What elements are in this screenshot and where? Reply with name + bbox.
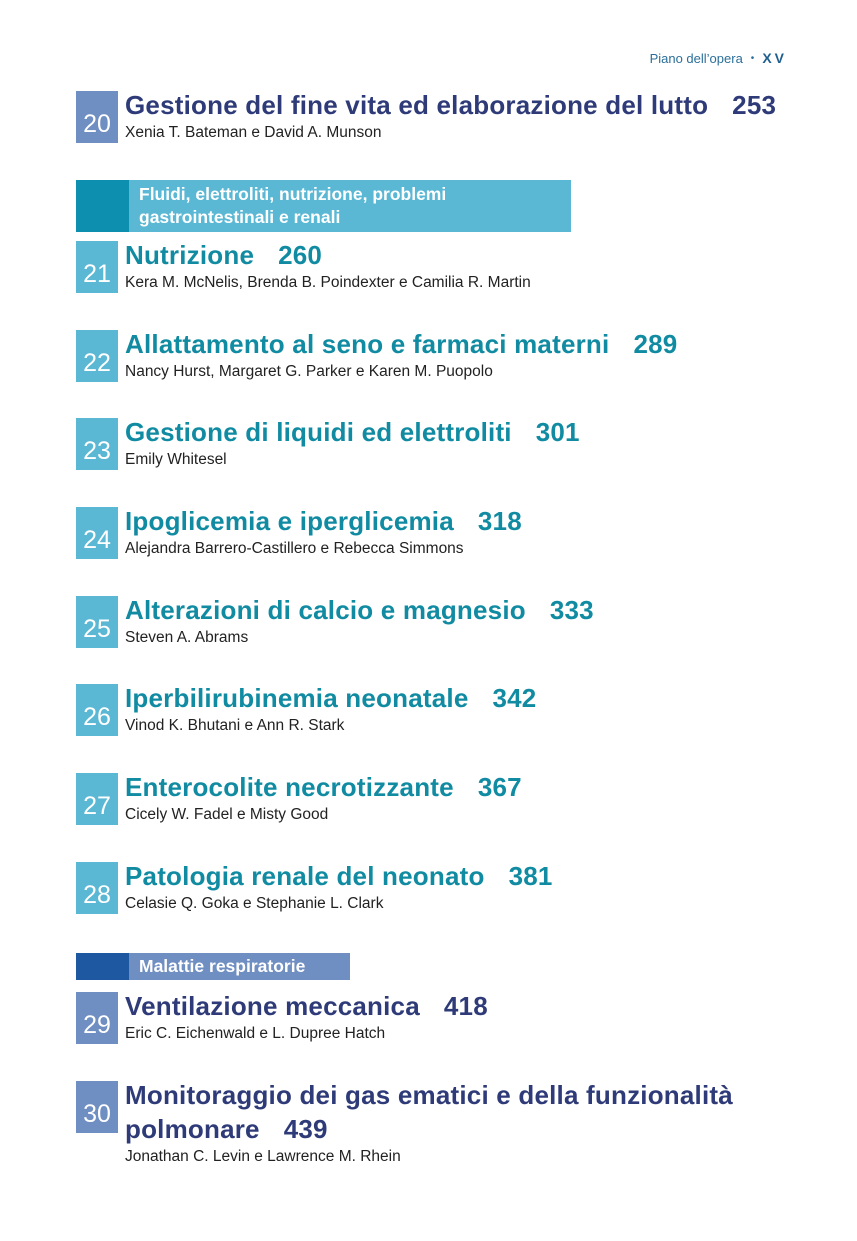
section-title: Malattie respiratorie — [129, 953, 350, 980]
section-banner-respiratory — [76, 953, 350, 980]
toc-entry-23[interactable] — [76, 415, 796, 470]
toc-entry-22[interactable] — [76, 327, 796, 382]
chapter-number: 23 — [76, 418, 118, 470]
toc-entry-24[interactable] — [76, 504, 796, 559]
chapter-authors: Nancy Hurst, Margaret G. Parker e Karen M. Puopolo — [125, 363, 493, 380]
chapter-page: 301 — [535, 417, 580, 447]
chapter-title-text: Gestione del fine vita ed elaborazione del lutto — [125, 90, 709, 120]
chapter-authors: Alejandra Barrero-Castillero e Rebecca Simmons — [125, 540, 464, 557]
chapter-title-text: Nutrizione — [125, 240, 255, 270]
chapter-page: 289 — [633, 329, 678, 359]
toc-entry-21[interactable] — [76, 238, 796, 293]
chapter-title-text: Patologia renale del neonato — [125, 861, 485, 891]
chapter-title-text: Alterazioni di calcio e magnesio — [125, 595, 526, 625]
chapter-page: 439 — [283, 1114, 328, 1144]
chapter-title[interactable] — [125, 415, 796, 449]
chapter-title-line2: polmonare — [125, 1114, 260, 1144]
chapter-authors: Celasie Q. Goka e Stephanie L. Clark — [125, 895, 384, 912]
chapter-number: 30 — [76, 1081, 118, 1133]
running-header — [650, 50, 787, 66]
chapter-title[interactable] — [125, 1078, 796, 1146]
section-title — [129, 180, 571, 232]
separator-dot-icon: • — [750, 52, 755, 64]
toc-entry-25[interactable] — [76, 593, 796, 648]
chapter-authors: Vinod K. Bhutani e Ann R. Stark — [125, 717, 345, 734]
chapter-title-line1: Monitoraggio dei gas ematici e della funzionalità — [125, 1080, 733, 1110]
section-title-line1: Fluidi, elettroliti, nutrizione, problemi — [139, 184, 447, 204]
toc-entry-26[interactable] — [76, 681, 796, 736]
chapter-title-text: Gestione di liquidi ed elettroliti — [125, 417, 512, 447]
chapter-title[interactable] — [125, 504, 796, 538]
chapter-number: 24 — [76, 507, 118, 559]
chapter-number: 21 — [76, 241, 118, 293]
chapter-authors: Emily Whitesel — [125, 451, 227, 468]
chapter-page: 253 — [732, 90, 777, 120]
chapter-title[interactable] — [125, 989, 796, 1023]
chapter-number: 22 — [76, 330, 118, 382]
page-number: XV — [762, 50, 787, 66]
chapter-page: 418 — [443, 991, 488, 1021]
toc-entry-27[interactable] — [76, 770, 796, 825]
chapter-page: 342 — [492, 683, 537, 713]
toc-entry-20[interactable] — [76, 88, 796, 143]
chapter-number: 20 — [76, 91, 118, 143]
chapter-title-text: Enterocolite necrotizzante — [125, 772, 454, 802]
chapter-title-text: Ventilazione meccanica — [125, 991, 420, 1021]
chapter-authors: Eric C. Eichenwald e L. Dupree Hatch — [125, 1025, 386, 1042]
chapter-title[interactable] — [125, 859, 796, 893]
chapter-title-text: Ipoglicemia e iperglicemia — [125, 506, 454, 536]
chapter-title[interactable] — [125, 327, 796, 361]
chapter-page: 381 — [508, 861, 553, 891]
chapter-title[interactable] — [125, 681, 796, 715]
section-accent-bar — [76, 180, 129, 232]
toc-entry-30[interactable] — [76, 1078, 796, 1167]
chapter-title[interactable] — [125, 238, 796, 272]
chapter-title[interactable] — [125, 88, 796, 122]
chapter-authors: Cicely W. Fadel e Misty Good — [125, 806, 329, 823]
section-accent-bar — [76, 953, 129, 980]
chapter-number: 28 — [76, 862, 118, 914]
chapter-authors: Xenia T. Bateman e David A. Munson — [125, 124, 382, 141]
chapter-page: 260 — [278, 240, 323, 270]
chapter-number: 25 — [76, 596, 118, 648]
chapter-title[interactable] — [125, 770, 796, 804]
chapter-page: 367 — [477, 772, 522, 802]
chapter-authors: Jonathan C. Levin e Lawrence M. Rhein — [125, 1148, 401, 1165]
chapter-number: 26 — [76, 684, 118, 736]
section-title-line2: gastrointestinali e renali — [139, 207, 341, 227]
chapter-title-text: Allattamento al seno e farmaci materni — [125, 329, 610, 359]
chapter-number: 29 — [76, 992, 118, 1044]
chapter-page: 333 — [549, 595, 594, 625]
toc-entry-28[interactable] — [76, 859, 796, 914]
chapter-page: 318 — [477, 506, 522, 536]
chapter-title-text: Iperbilirubinemia neonatale — [125, 683, 469, 713]
section-banner-fluids — [76, 180, 571, 232]
chapter-number: 27 — [76, 773, 118, 825]
chapter-authors: Kera M. McNelis, Brenda B. Poindexter e Camilia R. Martin — [125, 274, 531, 291]
chapter-authors: Steven A. Abrams — [125, 629, 249, 646]
chapter-title[interactable] — [125, 593, 796, 627]
running-header-section: Piano dell’opera — [649, 50, 743, 66]
toc-entry-29[interactable] — [76, 989, 796, 1044]
